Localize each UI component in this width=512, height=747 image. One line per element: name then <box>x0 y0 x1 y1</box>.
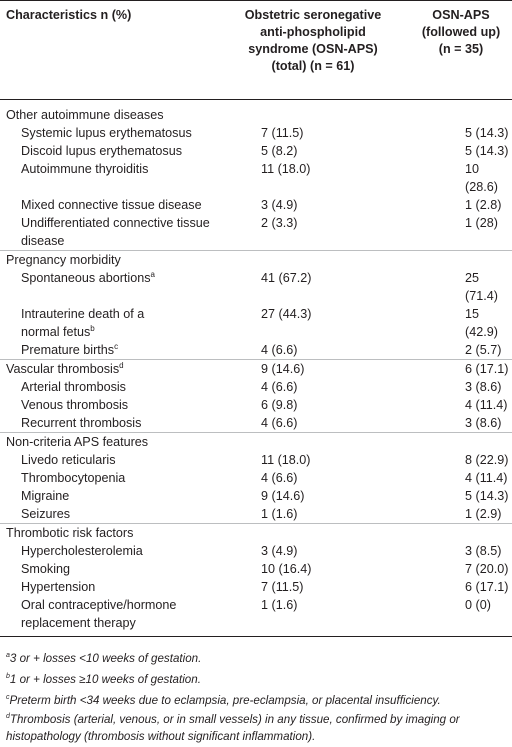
row-label: Systemic lupus erythematosus <box>21 126 192 140</box>
table-row <box>0 578 512 596</box>
row-followed: 6 (17.1) <box>465 580 509 594</box>
table-row <box>0 487 512 505</box>
row-label: Intrauterine death of a normal fetus$^b$ <box>21 307 145 339</box>
footnote-marker: a <box>150 269 155 279</box>
row-total: 4 (6.6) <box>261 471 298 485</box>
row-label: Smoking <box>21 562 70 576</box>
footnote-marker: a <box>6 652 10 660</box>
row-label: Venous thrombosis <box>21 398 129 412</box>
row-label: Discoid lupus erythematosus <box>21 144 182 158</box>
footnote-marker: b <box>6 673 10 681</box>
row-total: 5 (8.2) <box>261 144 298 158</box>
row-total: 1 (1.6) <box>220 505 400 524</box>
section-title: Non-criteria APS features <box>6 435 149 449</box>
section-title-row <box>0 524 512 543</box>
footnote-b: $^b$1 or + losses ≥10 weeks of gestation. <box>6 673 201 686</box>
row-label: Spontaneous abortions$^a$ <box>21 269 155 285</box>
row-label: Thrombocytopenia <box>21 471 126 485</box>
row-total: 3 (4.9) <box>261 198 298 212</box>
row-followed: 8 (22.9) <box>465 453 509 467</box>
row-followed: 15 (42.9) <box>465 307 498 339</box>
table-row <box>0 396 512 414</box>
row-label: Hypertension <box>21 580 96 594</box>
row-label: Autoimmune thyroiditis <box>21 162 149 176</box>
header-followed-up: OSN-APS (followed up) (n = 35) <box>421 8 501 56</box>
row-followed: 4 (11.4) <box>465 398 508 412</box>
row-total: 4 (6.6) <box>220 414 400 433</box>
footnote-marker: c <box>114 341 119 351</box>
section-title: Pregnancy morbidity <box>6 253 121 267</box>
section-title-row <box>0 251 512 270</box>
row-total: 41 (67.2) <box>261 271 312 285</box>
row-label: Mixed connective tissue disease <box>21 198 202 212</box>
section-title-row <box>0 433 512 452</box>
table-row <box>0 124 512 142</box>
row-total: 6 (9.8) <box>261 398 298 412</box>
footnote-marker: d <box>6 713 10 721</box>
row-followed: 1 (28) <box>400 214 512 251</box>
row-followed: 6 (17.1) <box>465 362 509 376</box>
row-total: 27 (44.3) <box>261 307 312 321</box>
table-row <box>0 505 512 524</box>
table-row <box>0 341 512 360</box>
table-row <box>0 542 512 560</box>
row-label: Hypercholesterolemia <box>21 544 143 558</box>
row-label: Migraine <box>21 489 70 503</box>
row-followed: 3 (8.5) <box>465 544 502 558</box>
row-total: 3 (4.9) <box>261 544 298 558</box>
row-total: 4 (6.6) <box>261 380 298 394</box>
footnote-marker: d <box>119 360 124 370</box>
footnote-marker: c <box>6 694 10 702</box>
footnote-d: $^d$Thrombosis (arterial, venous, or in small vessels) in any tissue, confirmed by imaging or histopathology (thrombosis without significant inflammation). <box>6 713 460 743</box>
section-title: Vascular thrombosis$^d$ <box>6 360 124 376</box>
row-label: Seizures <box>0 505 220 524</box>
table-row <box>0 196 512 214</box>
row-label: Premature births$^c$ <box>0 341 220 360</box>
row-followed: 1 (2.8) <box>465 198 502 212</box>
table-header-row <box>0 1 512 100</box>
row-label: Recurrent thrombosis <box>0 414 220 433</box>
row-followed: 3 (8.6) <box>465 380 502 394</box>
table-row <box>0 596 512 637</box>
row-total: 9 (14.6) <box>261 362 305 376</box>
footnote-a: $^a$3 or + losses <10 weeks of gestation. <box>6 652 202 665</box>
row-label: Arterial thrombosis <box>21 380 126 394</box>
table-row <box>0 560 512 578</box>
footnote-marker: b <box>90 323 95 333</box>
table-row <box>0 451 512 469</box>
footnote-c: $^c$Preterm birth <34 weeks due to eclampsia, pre-eclampsia, or placental insufficiency. <box>6 694 441 707</box>
row-followed: 4 (11.4) <box>465 471 508 485</box>
row-followed: 5 (14.3) <box>465 489 509 503</box>
section-title-row <box>0 360 512 379</box>
row-followed: 2 (5.7) <box>400 341 512 360</box>
row-total: 1 (1.6) <box>220 596 400 637</box>
table-row <box>0 414 512 433</box>
row-followed: 5 (14.3) <box>465 144 509 158</box>
row-total: 4 (6.6) <box>220 341 400 360</box>
row-followed: 1 (2.9) <box>400 505 512 524</box>
table-row <box>0 142 512 160</box>
table-row <box>0 469 512 487</box>
row-total: 7 (11.5) <box>261 126 304 140</box>
row-total: 2 (3.3) <box>220 214 400 251</box>
header-characteristics: Characteristics n (%) <box>6 8 132 22</box>
row-followed: 10 (28.6) <box>465 162 498 194</box>
row-label: Livedo reticularis <box>21 453 116 467</box>
row-followed: 25 (71.4) <box>465 271 498 303</box>
table-row <box>0 214 512 251</box>
section-title-row <box>0 100 512 125</box>
row-total: 10 (16.4) <box>261 562 312 576</box>
table-row <box>0 378 512 396</box>
row-total: 9 (14.6) <box>261 489 305 503</box>
row-label: Undifferentiated connective tissue disease <box>0 214 220 251</box>
row-total: 11 (18.0) <box>261 162 311 176</box>
row-total: 11 (18.0) <box>261 453 311 467</box>
table-row <box>0 269 512 305</box>
row-followed: 3 (8.6) <box>400 414 512 433</box>
row-followed: 7 (20.0) <box>465 562 509 576</box>
table-row <box>0 305 512 341</box>
row-total: 7 (11.5) <box>261 580 304 594</box>
header-total: Obstetric seronegative anti-phospholipid syndrome (OSN-APS) (total) (n = 61) <box>244 8 382 73</box>
section-title: Thrombotic risk factors <box>6 526 134 540</box>
row-followed: 0 (0) <box>400 596 512 637</box>
row-followed: 5 (14.3) <box>465 126 509 140</box>
row-label: Oral contraceptive/hormone replacement therapy <box>0 596 220 637</box>
table-row <box>0 160 512 196</box>
section-title: Other autoimmune diseases <box>6 108 164 122</box>
